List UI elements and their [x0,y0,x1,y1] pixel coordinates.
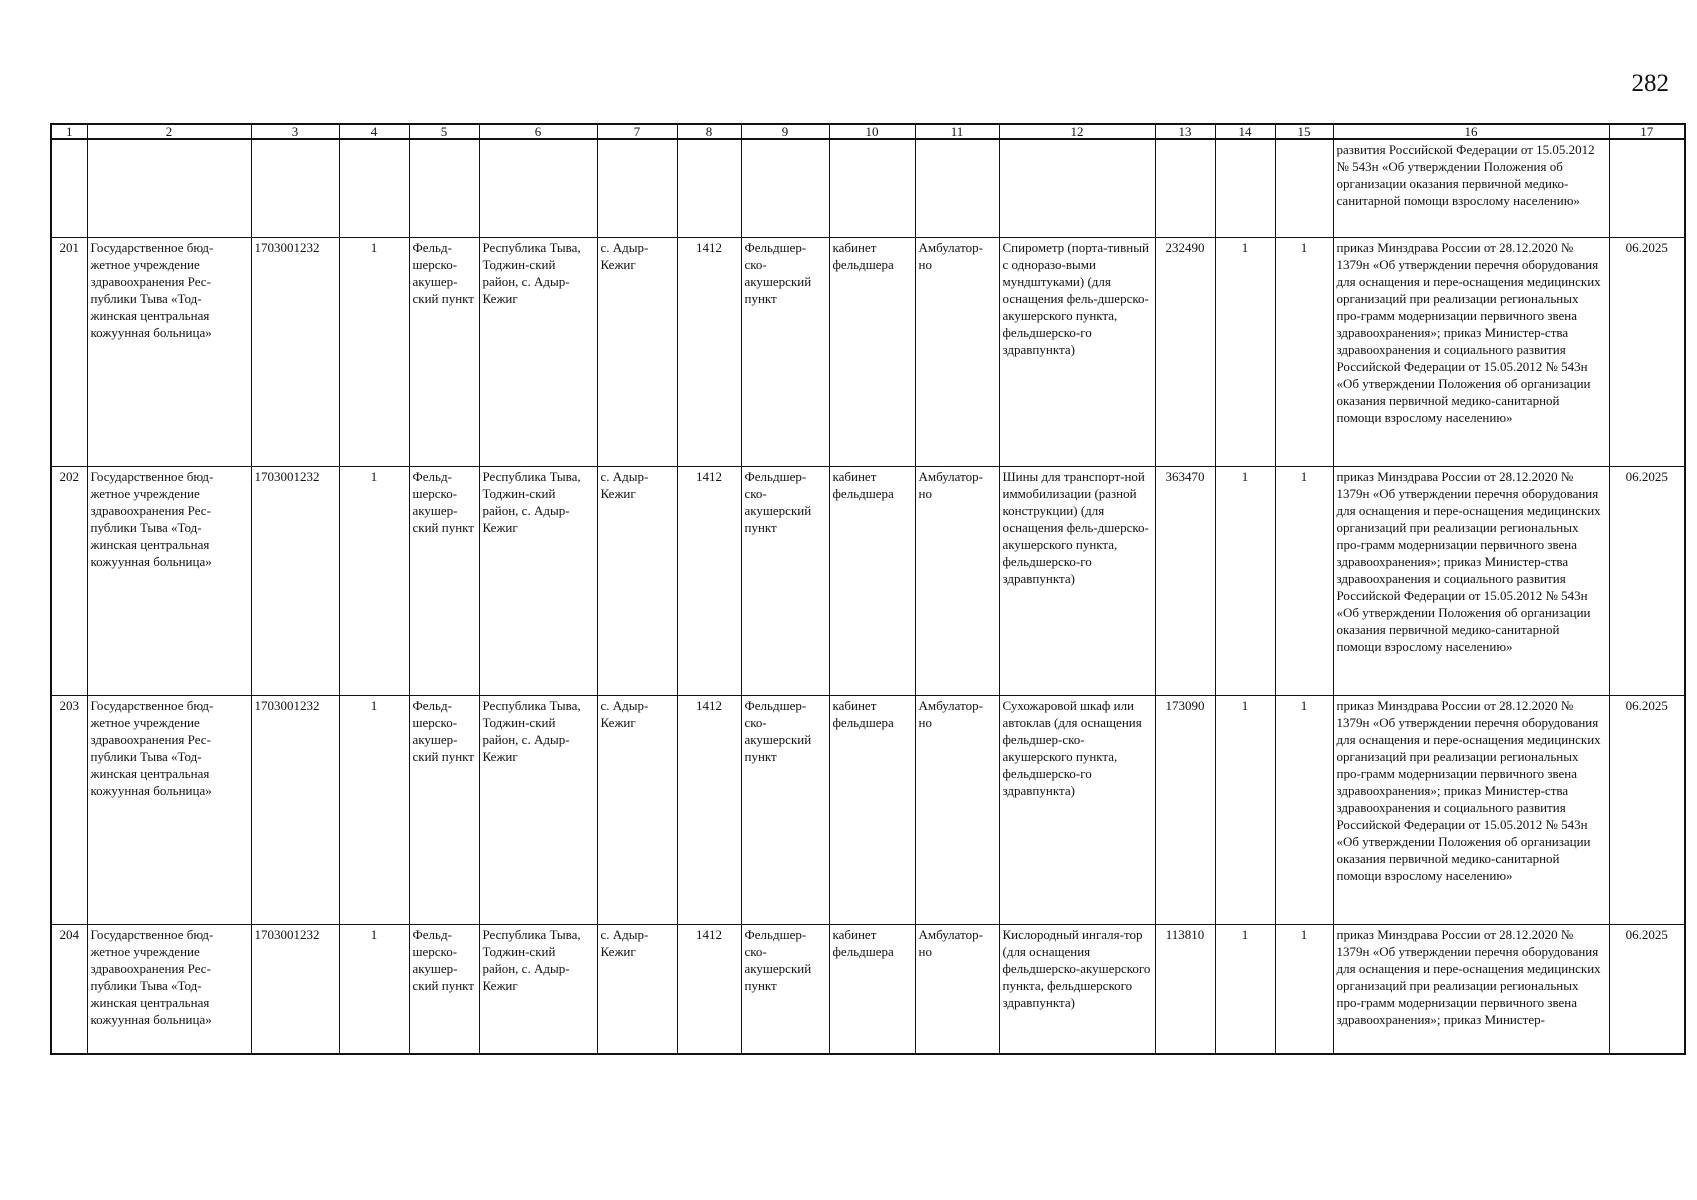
page-number: 282 [1631,70,1669,97]
code-cell: 1412 [677,237,741,466]
row-number: 203 [51,695,87,924]
room-cell: кабинет фельдшера [829,237,915,466]
date-cell: 06.2025 [1609,466,1685,695]
col15-cell: 1 [1275,237,1333,466]
col15-cell: 1 [1275,695,1333,924]
code-cell: 1412 [677,466,741,695]
date-cell: 06.2025 [1609,924,1685,1054]
table-row [51,924,1685,1054]
price-cell: 173090 [1155,695,1215,924]
settlement-cell: с. Адыр-Кежиг [597,695,677,924]
address-cell: Республика Тыва, Тоджин-ский район, с. Адыр-Кежиг [479,466,597,695]
equipment-cell: Шины для транспорт-ной иммобилизации (разной конструкции) (для оснащения фель-дшерско-акушерского пункта, фельдшерско-го здравпункта) [999,466,1155,695]
unit-cell: Фельдшер-ско-акушерский пункт [741,237,829,466]
code-cell: 1412 [677,695,741,924]
settlement-cell: с. Адыр-Кежиг [597,466,677,695]
inn-cell: 1703001232 [251,695,339,924]
col-header: 9 [741,124,829,139]
row-number: 202 [51,466,87,695]
unit-cell: Фельдшер-ско-акушерский пункт [741,466,829,695]
facility-type-cell: Фельд-шерско-акушер-ский пункт [409,466,479,695]
legal-basis-cell: приказ Минздрава России от 28.12.2020 № 1379н «Об утверждении перечня оборудования для оснащения и пере-оснащения медицинских организаций при реализации региональных про-грамм модернизации первичного звена здравоохранения»; приказ Министер-ства здравоохранения и социального развития Российской Федерации от 15.05.2012 № 543н «Об утверждении Положения об организации оказания первичной медико-санитарной помощи взрослому населению» [1333,237,1609,466]
col-header: 17 [1609,124,1685,139]
row-number: 201 [51,237,87,466]
care-form-cell: Амбулатор-но [915,237,999,466]
date-cell: 06.2025 [1609,237,1685,466]
organization-cell: Государственное бюд-жетное учреждение здравоохранения Рес-публики Тыва «Тод-жинская центральная кожуунная больница» [87,466,251,695]
col-header: 6 [479,124,597,139]
legal-basis-cell: приказ Минздрава России от 28.12.2020 № 1379н «Об утверждении перечня оборудования для оснащения и пере-оснащения медицинских организаций при реализации региональных про-грамм модернизации первичного звена здравоохранения»; приказ Министер-ства здравоохранения и социального развития Российской Федерации от 15.05.2012 № 543н «Об утверждении Положения об организации оказания первичной медико-санитарной помощи взрослому населению» [1333,466,1609,695]
col-header: 10 [829,124,915,139]
price-cell: 113810 [1155,924,1215,1054]
col4-cell: 1 [339,237,409,466]
col-header: 12 [999,124,1155,139]
organization-cell: Государственное бюд-жетное учреждение здравоохранения Рес-публики Тыва «Тод-жинская центральная кожуунная больница» [87,924,251,1054]
col-header: 5 [409,124,479,139]
col15-cell: 1 [1275,924,1333,1054]
organization-cell: Государственное бюд-жетное учреждение здравоохранения Рес-публики Тыва «Тод-жинская центральная кожуунная больница» [87,237,251,466]
code-cell: 1412 [677,924,741,1054]
inn-cell: 1703001232 [251,237,339,466]
col-header: 13 [1155,124,1215,139]
inn-cell: 1703001232 [251,924,339,1054]
column-number-row [51,124,1685,139]
price-cell: 363470 [1155,466,1215,695]
continuation-row [51,139,1685,237]
col-header: 14 [1215,124,1275,139]
row-number: 204 [51,924,87,1054]
price-cell: 232490 [1155,237,1215,466]
col-header: 1 [51,124,87,139]
col4-cell: 1 [339,695,409,924]
care-form-cell: Амбулатор-но [915,695,999,924]
address-cell: Республика Тыва, Тоджин-ский район, с. Адыр-Кежиг [479,924,597,1054]
legal-basis-cell: развития Российской Федерации от 15.05.2012 № 543н «Об утверждении Положения об организации оказания первичной медико-санитарной помощи взрослому населению» [1333,139,1609,237]
table-row [51,237,1685,466]
facility-type-cell: Фельд-шерско-акушер-ский пункт [409,924,479,1054]
col15-cell: 1 [1275,466,1333,695]
care-form-cell: Амбулатор-но [915,466,999,695]
address-cell: Республика Тыва, Тоджин-ский район, с. Адыр-Кежиг [479,695,597,924]
col14-cell: 1 [1215,466,1275,695]
equipment-table [50,123,1686,1055]
col4-cell: 1 [339,924,409,1054]
unit-cell: Фельдшер-ско-акушерский пункт [741,924,829,1054]
col4-cell: 1 [339,466,409,695]
organization-cell: Государственное бюд-жетное учреждение здравоохранения Рес-публики Тыва «Тод-жинская центральная кожуунная больница» [87,695,251,924]
care-form-cell: Амбулатор-но [915,924,999,1054]
legal-basis-cell: приказ Минздрава России от 28.12.2020 № 1379н «Об утверждении перечня оборудования для оснащения и пере-оснащения медицинских организаций при реализации региональных про-грамм модернизации первичного звена здравоохранения»; приказ Министер- [1333,924,1609,1054]
room-cell: кабинет фельдшера [829,466,915,695]
unit-cell: Фельдшер-ско-акушерский пункт [741,695,829,924]
legal-basis-cell: приказ Минздрава России от 28.12.2020 № 1379н «Об утверждении перечня оборудования для оснащения и пере-оснащения медицинских организаций при реализации региональных про-грамм модернизации первичного звена здравоохранения»; приказ Министер-ства здравоохранения и социального развития Российской Федерации от 15.05.2012 № 543н «Об утверждении Положения об организации оказания первичной медико-санитарной помощи взрослому населению» [1333,695,1609,924]
col14-cell: 1 [1215,237,1275,466]
col-header: 8 [677,124,741,139]
col-header: 15 [1275,124,1333,139]
date-cell: 06.2025 [1609,695,1685,924]
inn-cell: 1703001232 [251,466,339,695]
col14-cell: 1 [1215,924,1275,1054]
equipment-cell: Кислородный ингаля-тор (для оснащения фельдшерско-акушерского пункта, фельдшерского здравпункта) [999,924,1155,1054]
equipment-cell: Спирометр (порта-тивный с одноразо-выми мундштуками) (для оснащения фель-дшерско-акушерского пункта, фельдшерско-го здравпункта) [999,237,1155,466]
facility-type-cell: Фельд-шерско-акушер-ский пункт [409,237,479,466]
address-cell: Республика Тыва, Тоджин-ский район, с. Адыр-Кежиг [479,237,597,466]
col-header: 2 [87,124,251,139]
room-cell: кабинет фельдшера [829,695,915,924]
room-cell: кабинет фельдшера [829,924,915,1054]
col-header: 11 [915,124,999,139]
col-header: 16 [1333,124,1609,139]
col14-cell: 1 [1215,695,1275,924]
table-row [51,466,1685,695]
col-header: 4 [339,124,409,139]
table-row [51,695,1685,924]
settlement-cell: с. Адыр-Кежиг [597,924,677,1054]
equipment-cell: Сухожаровой шкаф или автоклав (для оснащения фельдшер-ско-акушерского пункта, фельдшерско-го здравпункта) [999,695,1155,924]
facility-type-cell: Фельд-шерско-акушер-ский пункт [409,695,479,924]
col-header: 3 [251,124,339,139]
settlement-cell: с. Адыр-Кежиг [597,237,677,466]
col-header: 7 [597,124,677,139]
